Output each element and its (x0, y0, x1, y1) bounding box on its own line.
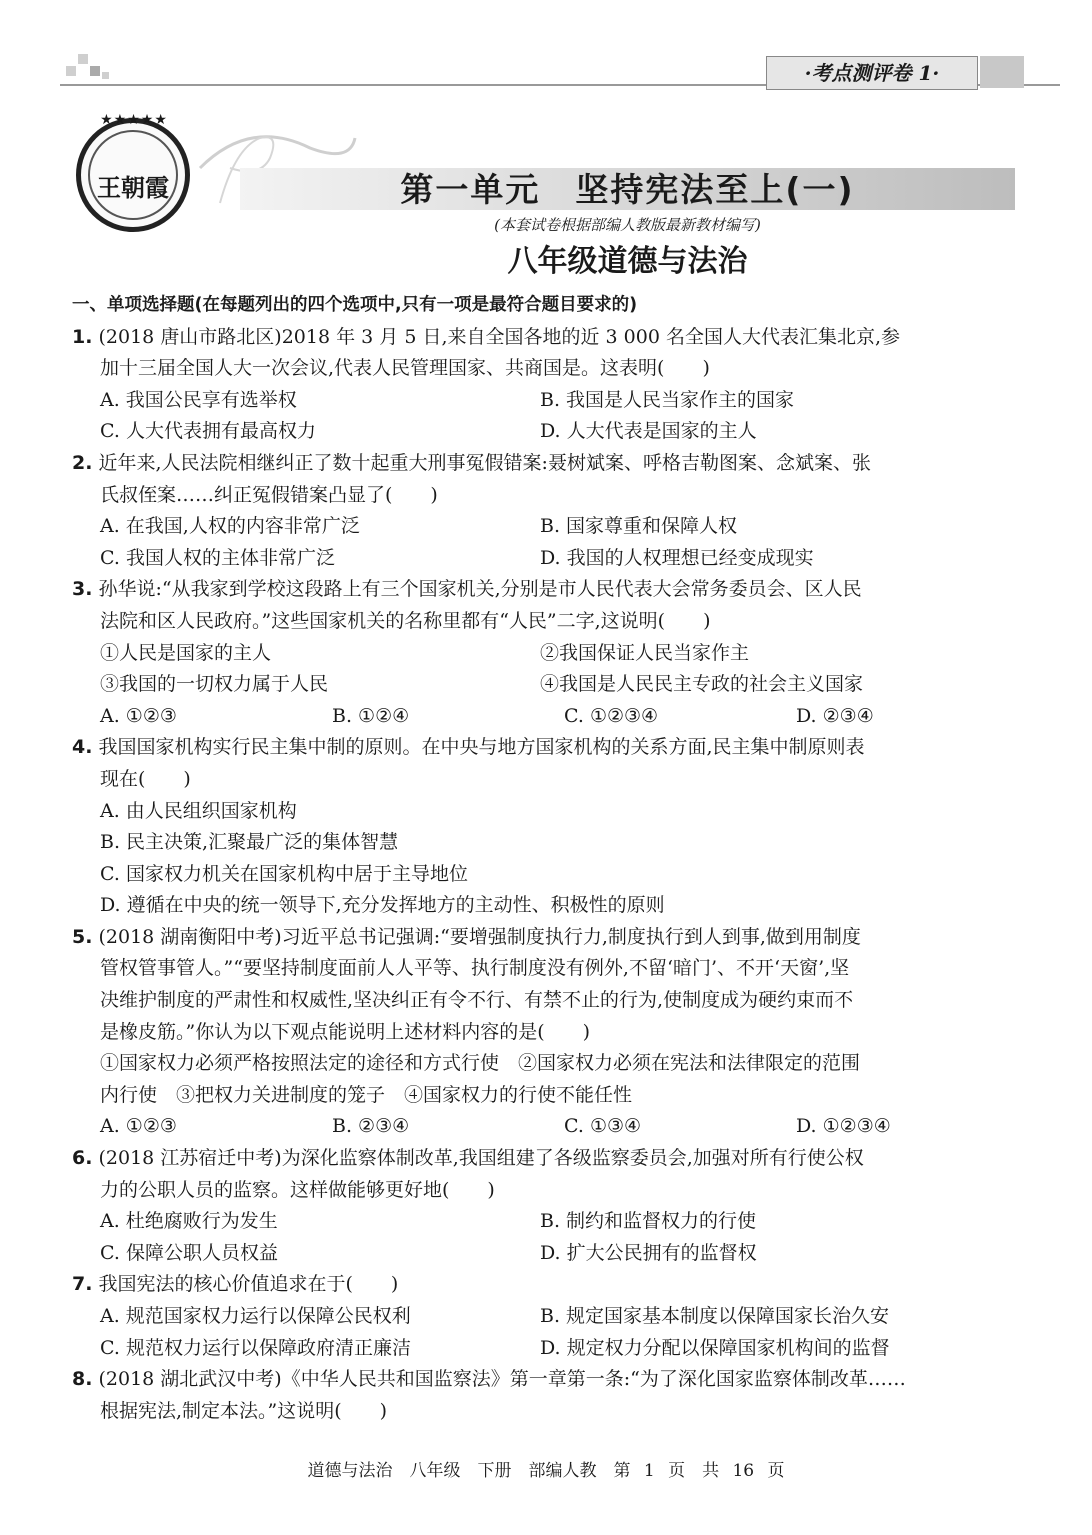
logo-stars: ★★★★★ (100, 112, 168, 128)
statements-row (72, 669, 1032, 701)
option-c: C. 保障公职人员权益 (100, 1241, 278, 1264)
option-b: B. 规定国家基本制度以保障国家长治久安 (540, 1305, 890, 1327)
options-row (72, 1333, 1032, 1365)
options-row (72, 543, 1032, 575)
question-number: 6. (72, 1147, 93, 1170)
option-a: A. 规范国家权力运行以保障公民权利 (100, 1305, 411, 1327)
question-text: 我国国家机构实行民主集中制的原则。在中央与地方国家机构的关系方面,民主集中制原则表 (98, 736, 865, 759)
option-a: A. 杜绝腐败行为发生 (100, 1210, 278, 1233)
question-text: 力的公职人员的监察。这样做能够更好地( ) (100, 1178, 495, 1201)
question-number: 5. (72, 925, 93, 948)
question-text: 管权管事管人。”“要坚持制度面前人人平等、执行制度没有例外,不留‘暗门’、不开‘天窗’,坚 (100, 957, 850, 980)
option-a: A. ①②③ (100, 704, 177, 727)
statement-4: ④我国是人民民主专政的社会主义国家 (540, 673, 864, 696)
option-c: C. 我国人权的主体非常广泛 (100, 546, 335, 569)
question-text: (2018 湖南衡阳中考)习近平总书记强调:“要增强制度执行力,制度执行到人到事,做到用制度 (98, 925, 861, 948)
statements-text: 内行使 ③把权力关进制度的笼子 ④国家权力的行使不能任性 (100, 1083, 633, 1106)
question-6 (72, 1143, 1032, 1175)
page-subtitle: (本套试卷根据部编人教版最新教材编写) (494, 216, 761, 234)
question-text: 法院和区人民政府。”这些国家机关的名称里都有“人民”二字,这说明( ) (100, 609, 711, 632)
option-c: C. 国家权力机关在国家机构中居于主导地位 (100, 862, 468, 885)
question-number: 2. (72, 451, 93, 474)
section-title: 一、单项选择题(在每题列出的四个选项中,只有一项是最符合题目要求的) (72, 295, 638, 315)
option-d: D. 规定权力分配以保障国家机构间的监督 (540, 1336, 890, 1359)
option-d: D. ①②③④ (796, 1115, 891, 1138)
options-row (72, 511, 1032, 543)
option-b: B. 制约和监督权力的行使 (540, 1210, 757, 1233)
page-footer: 道德与法治 八年级 下册 部编人教 第 1 页 共 16 页 (307, 1461, 785, 1481)
question-text: (2018 湖北武汉中考)《中华人民共和国监察法》第一章第一条:“为了深化国家监察体制改革…… (98, 1368, 906, 1391)
option-b: B. ①②④ (332, 704, 410, 727)
options-row (72, 416, 1032, 448)
question-text: (2018 江苏宿迁中考)为深化监察体制改革,我国组建了各级监察委员会,加强对所有行使公权 (98, 1147, 864, 1170)
question-number: 4. (72, 736, 93, 759)
question-number: 1. (72, 325, 93, 348)
question-2 (72, 448, 1032, 480)
options-row (72, 385, 1032, 417)
option-d: D. 扩大公民拥有的监督权 (540, 1241, 757, 1264)
question-4 (72, 732, 1032, 764)
options-row (72, 1301, 1032, 1333)
page-title: 第一单元 坚持宪法至上(一) (400, 170, 855, 209)
option-b: B. 我国是人民当家作主的国家 (540, 388, 795, 411)
option-d: D. 遵循在中央的统一领导下,充分发挥地方的主动性、积极性的原则 (100, 894, 665, 917)
options-row (72, 1238, 1032, 1270)
question-list (72, 290, 1032, 1427)
option-c: C. 规范权力运行以保障政府清正廉洁 (100, 1336, 411, 1359)
options-row (72, 1111, 1032, 1143)
question-text: 孙华说:“从我家到学校这段路上有三个国家机关,分别是市人民代表大会常务委员会、区人民 (98, 578, 862, 601)
option-d: D. 人大代表是国家的主人 (540, 420, 757, 443)
option-b: B. 民主决策,汇聚最广泛的集体智慧 (100, 831, 399, 854)
statements-text: ①国家权力必须严格按照法定的途径和方式行使 ②国家权力必须在宪法和法律限定的范围 (100, 1052, 861, 1075)
option-c: C. ①③④ (564, 1115, 642, 1138)
option-b: B. ②③④ (332, 1115, 410, 1138)
option-c: C. 人大代表拥有最高权力 (100, 420, 316, 443)
statements-row (72, 638, 1032, 670)
statement-2: ②我国保证人民当家作主 (540, 641, 750, 664)
question-number: 8. (72, 1368, 93, 1391)
question-text: 加十三届全国人大一次会议,代表人民管理国家、共商国是。这表明( ) (100, 357, 710, 380)
question-text: 现在( ) (100, 767, 191, 790)
option-d: D. 我国的人权理想已经变成现实 (540, 546, 814, 569)
option-a: A. 由人民组织国家机构 (100, 799, 297, 822)
question-text: 我国宪法的核心价值追求在于( ) (98, 1273, 399, 1296)
option-b: B. 国家尊重和保障人权 (540, 515, 738, 538)
question-5 (72, 922, 1032, 954)
option-d: D. ②③④ (796, 704, 874, 727)
tag-decoration (980, 56, 1024, 88)
question-number: 7. (72, 1273, 93, 1296)
question-text: 是橡皮筋。”你认为以下观点能说明上述材料内容的是( ) (100, 1020, 591, 1043)
subject-title: 八年级道德与法治 (507, 244, 748, 279)
question-7 (72, 1269, 1032, 1301)
options-row (72, 701, 1032, 733)
options-row (72, 1206, 1032, 1238)
question-text: 决维护制度的严肃性和权威性,坚决纠正有令不行、有禁不止的行为,使制度成为硬约束而不 (100, 989, 854, 1012)
question-text: 根据宪法,制定本法。”这说明( ) (100, 1399, 388, 1422)
test-tag: ·考点测评卷 1· (766, 56, 978, 90)
option-a: A. 在我国,人权的内容非常广泛 (100, 515, 360, 538)
logo-text: 王朝霞 (97, 173, 169, 202)
statement-1: ①人民是国家的主人 (100, 641, 272, 664)
question-1 (72, 322, 1032, 354)
question-3 (72, 574, 1032, 606)
question-number: 3. (72, 578, 93, 601)
question-text: 近年来,人民法院相继纠正了数十起重大刑事冤假错案:聂树斌案、呼格吉勒图案、念斌案、张 (98, 451, 871, 474)
question-8 (72, 1364, 1032, 1396)
option-a: A. ①②③ (100, 1115, 177, 1138)
question-text: 氏叔侄案……纠正冤假错案凸显了( ) (100, 483, 438, 506)
option-a: A. 我国公民享有选举权 (100, 388, 297, 411)
statement-3: ③我国的一切权力属于人民 (100, 673, 329, 696)
question-text: (2018 唐山市路北区)2018 年 3 月 5 日,来自全国各地的近 3 000 名全国人大代表汇集北京,参 (98, 325, 900, 348)
option-c: C. ①②③④ (564, 704, 659, 727)
